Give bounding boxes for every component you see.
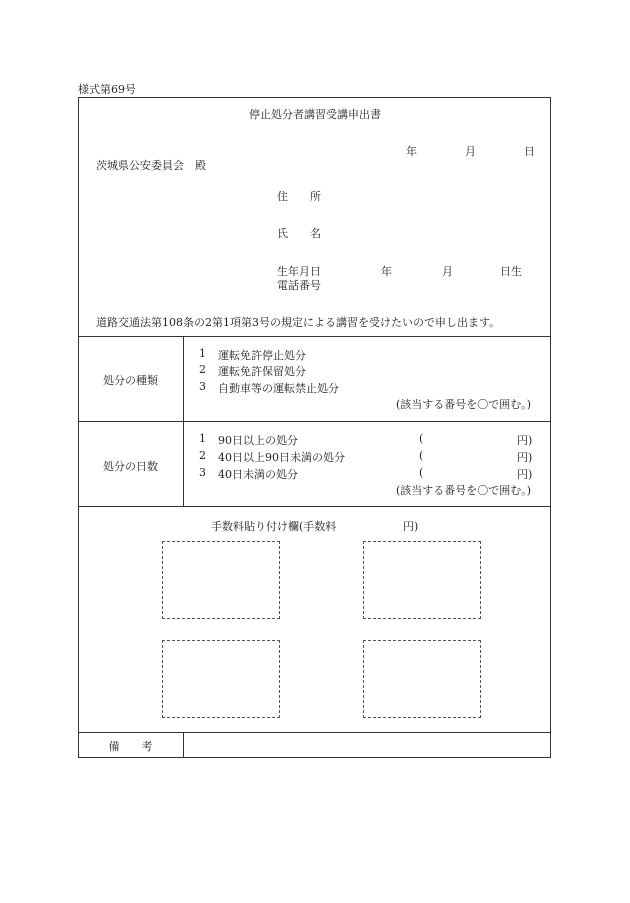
days-option-1-paren: ( bbox=[419, 432, 424, 445]
disposition-type-label: 処分の種類 bbox=[103, 374, 158, 387]
days-option-1-yen: 円) bbox=[517, 434, 533, 447]
birthdate-label: 生年月日 bbox=[277, 265, 321, 278]
phone-label: 電話番号 bbox=[277, 279, 321, 292]
type-option-1-text: 運転免許停止処分 bbox=[218, 349, 306, 362]
divider-header bbox=[78, 336, 551, 337]
days-option-2-text: 40日以上90日未満の処分 bbox=[218, 451, 345, 464]
type-option-1-num: 1 bbox=[199, 347, 206, 360]
type-instruction-note: (該当する番号を〇で囲む。) bbox=[396, 398, 532, 411]
days-option-2-paren: ( bbox=[419, 449, 424, 462]
birth-year-unit: 年 bbox=[381, 265, 392, 278]
name-label: 氏 名 bbox=[277, 227, 321, 240]
addressee: 茨城県公安委員会 殿 bbox=[96, 159, 206, 172]
address-label: 住 所 bbox=[277, 190, 321, 203]
fee-section-yen: 円) bbox=[403, 520, 419, 533]
date-month-unit: 月 bbox=[465, 145, 476, 158]
days-option-1-text: 90日以上の処分 bbox=[218, 434, 298, 447]
label-column-divider bbox=[183, 336, 184, 506]
divider-days bbox=[78, 506, 551, 507]
type-option-3-text: 自動車等の運転禁止処分 bbox=[218, 382, 339, 395]
birth-day-unit: 日生 bbox=[500, 265, 522, 278]
days-instruction-note: (該当する番号を〇で囲む。) bbox=[396, 484, 532, 497]
stamp-box-4 bbox=[363, 640, 481, 718]
remarks-field[interactable] bbox=[184, 733, 550, 757]
days-option-3-yen: 円) bbox=[517, 468, 533, 481]
disposition-days-label: 処分の日数 bbox=[103, 460, 158, 473]
fee-section-label: 手数料貼り付け欄(手数料 bbox=[211, 520, 337, 533]
type-option-2-text: 運転免許保留処分 bbox=[218, 365, 306, 378]
type-option-2-num: 2 bbox=[199, 363, 206, 376]
stamp-box-3 bbox=[162, 640, 280, 718]
date-day-unit: 日 bbox=[524, 145, 535, 158]
remarks-label: 備 考 bbox=[108, 740, 153, 753]
stamp-box-2 bbox=[363, 541, 481, 619]
days-option-3-num: 3 bbox=[199, 466, 206, 479]
days-option-3-text: 40日未満の処分 bbox=[218, 468, 298, 481]
days-option-2-num: 2 bbox=[199, 449, 206, 462]
declaration-text: 道路交通法第108条の2第1項第3号の規定による講習を受けたいので申し出ます。 bbox=[96, 316, 501, 329]
form-number: 様式第69号 bbox=[78, 83, 136, 96]
days-option-3-paren: ( bbox=[419, 466, 424, 479]
birth-month-unit: 月 bbox=[442, 265, 453, 278]
form-title: 停止処分者講習受講申出書 bbox=[249, 108, 381, 121]
days-option-2-yen: 円) bbox=[517, 451, 533, 464]
stamp-box-1 bbox=[162, 541, 280, 619]
divider-type bbox=[78, 421, 551, 422]
type-option-3-num: 3 bbox=[199, 380, 206, 393]
days-option-1-num: 1 bbox=[199, 432, 206, 445]
date-year-unit: 年 bbox=[406, 145, 417, 158]
